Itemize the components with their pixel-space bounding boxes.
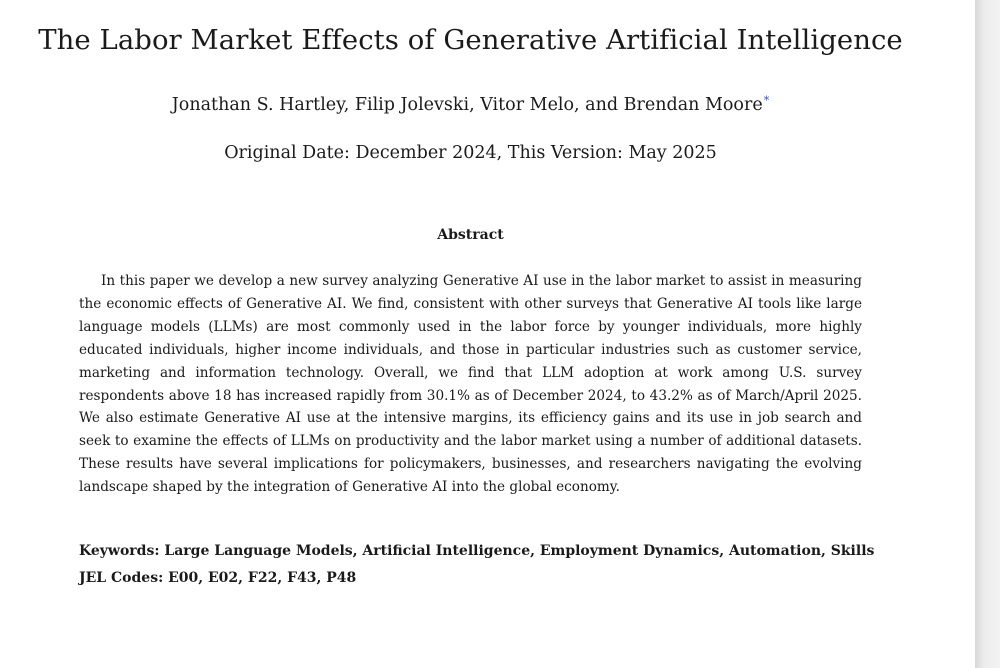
abstract-heading: Abstract [437, 227, 504, 243]
date-line: Original Date: December 2024, This Version: May 2025 [224, 143, 717, 163]
keywords-line: Keywords: Large Language Models, Artificial Intelligence, Employment Dynamics, Automation, Skills [79, 543, 875, 559]
author-footnote-link[interactable]: * [763, 94, 770, 107]
author-list [0, 94, 941, 115]
viewer-background-edge [975, 0, 1000, 668]
author-names: Jonathan S. Hartley, Filip Jolevski, Vitor Melo, and Brendan Moore [171, 95, 763, 115]
jel-codes-line: JEL Codes: E00, E02, F22, F43, P48 [79, 570, 357, 586]
paper-title: The Labor Market Effects of Generative Artificial Intelligence [38, 24, 903, 56]
abstract-body: In this paper we develop a new survey analyzing Generative AI use in the labor market to assist in measuring the economic effects of Generative AI. We find, consistent with other surveys that Generative AI tools like large language models (LLMs) are most commonly used in the labor force by younger individuals, more highly educated individuals, higher income individuals, and those in particular industries such as customer service, marketing and information technology. Overall, we find that LLM adoption at work among U.S. survey respondents above 18 has increased rapidly from 30.1% as of December 2024, to 43.2% as of March/April 2025. We also estimate Generative AI use at the intensive margins, its efficiency gains and its use in job search and seek to examine the effects of LLMs on productivity and the labor market using a number of additional datasets. These results have several implications for policymakers, businesses, and researchers navigating the evolving landscape shaped by the integration of Generative AI into the global economy. [79, 273, 862, 496]
